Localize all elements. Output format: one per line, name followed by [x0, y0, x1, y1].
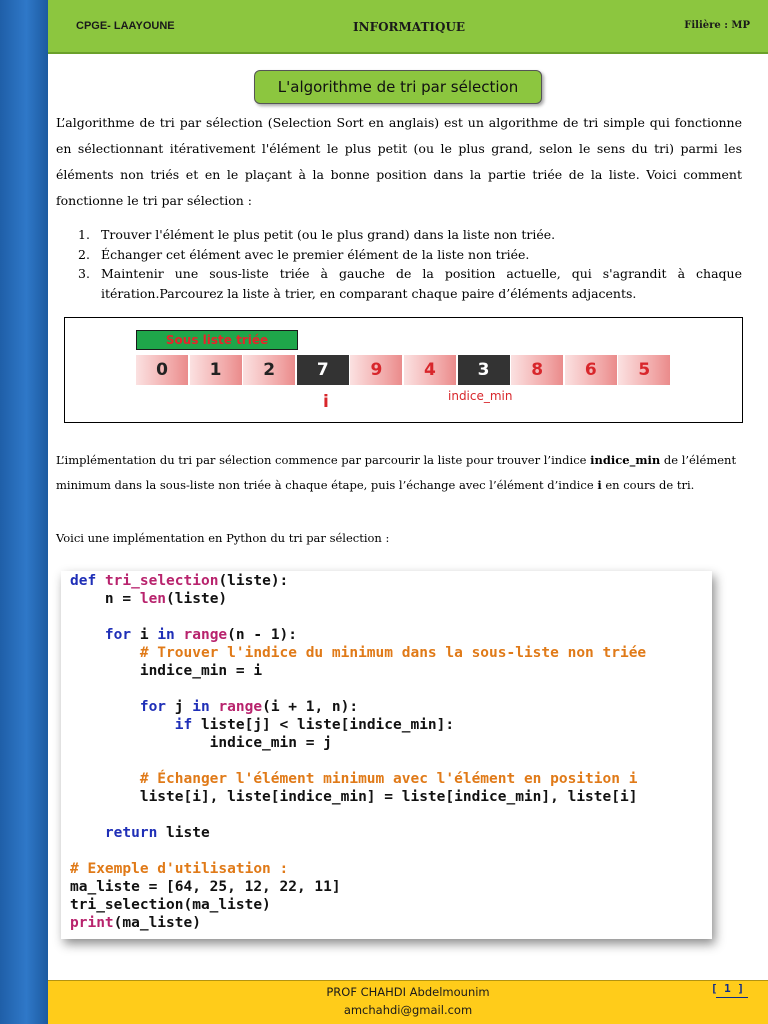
array-cell: 0: [136, 355, 188, 385]
code-keyword: in: [192, 699, 210, 715]
page-number: [ 1 ]: [710, 982, 744, 995]
code-text: (liste):: [218, 573, 289, 589]
code-text: liste: [157, 825, 210, 841]
code-function: print: [70, 915, 114, 931]
step-item: [78, 245, 742, 265]
code-text: (i + 1, n):: [262, 699, 359, 715]
code-line: liste[i], liste[indice_min] = liste[indice_min], liste[i]: [70, 789, 638, 805]
sorted-sublist-label: Sous liste triée: [136, 330, 298, 350]
page-footer: [48, 980, 768, 1024]
code-keyword: for: [70, 699, 167, 715]
code-function: len: [139, 591, 167, 607]
code-blank-line: [70, 680, 712, 698]
code-text: j: [166, 699, 193, 715]
code-function: range: [183, 627, 228, 643]
footer-author: PROF CHAHDI Abdelmounim: [326, 985, 490, 999]
code-keyword: if: [70, 717, 193, 733]
code-text: i: [131, 627, 158, 643]
code-line: [70, 572, 712, 590]
code-line: [70, 590, 712, 608]
array-cell: 8: [511, 355, 563, 385]
page-header: [48, 0, 768, 54]
code-function: tri_selection: [104, 573, 219, 589]
steps-list: [78, 225, 742, 303]
code-text: liste[j] < liste[indice_min]:: [192, 717, 455, 733]
impl-text: L’implémentation du tri par sélection commence par parcourir la liste pour trouver l’indice: [56, 453, 591, 467]
code-blank-line: [70, 608, 712, 626]
implementation-paragraph: [56, 448, 742, 498]
code-line: [70, 626, 712, 644]
array-cell-current-i: 7: [297, 355, 349, 385]
step-item: [78, 225, 742, 245]
code-blank-line: [70, 752, 712, 770]
code-blank-line: [70, 842, 712, 860]
intro-paragraph: L’algorithme de tri par sélection (Selection Sort en anglais) est un algorithme de tri simple qui fonctionne en sélectionnant itérativement l'élément le plus petit (ou le plus grand, selon le sens du tri) parmi les éléments non triés et en le plaçant à la bonne position dans la partie triée de la liste. Voici comment fonctionne le tri par sélection :: [56, 115, 742, 208]
code-keyword: for: [70, 627, 132, 643]
python-intro: Voici une implémentation en Python du tri par sélection :: [56, 531, 390, 545]
code-keyword: def: [70, 573, 97, 589]
code-text: (liste): [166, 591, 228, 607]
code-text: (ma_liste): [113, 915, 201, 931]
impl-text: de l’élément minimum dans la sous-liste non triée à chaque étape, puis l’échange avec l’élément d’indice: [56, 453, 737, 492]
code-comment: # Exemple d'utilisation :: [70, 861, 289, 877]
code-text: (n - 1):: [227, 627, 298, 643]
code-block: [61, 571, 712, 939]
selection-sort-diagram: [64, 317, 743, 423]
code-line: [70, 824, 712, 842]
code-line: indice_min = i: [70, 663, 263, 679]
code-line: ma_liste = [64, 25, 12, 22, 11]: [70, 879, 341, 895]
step-text: Maintenir une sous-liste triée à gauche de la position actuelle, qui s'agrandit à chaque itération.Parcourez la liste à trier, en comparant chaque paire d’éléments adjacents.: [101, 266, 742, 301]
page-title: L'algorithme de tri par sélection: [254, 70, 542, 104]
array-cell: 6: [565, 355, 617, 385]
step-item: [78, 264, 742, 303]
index-min-marker: indice_min: [448, 389, 513, 403]
header-filiere: Filière : MP: [684, 20, 750, 31]
code-keyword: return: [70, 825, 158, 841]
left-sidebar-band: [0, 0, 48, 1024]
step-number: 2.: [78, 246, 90, 262]
page-number-underline: [716, 997, 748, 998]
index-i-marker: i: [323, 392, 329, 412]
impl-text: en cours de tri.: [601, 478, 695, 492]
code-comment: # Échanger l'élément minimum avec l'élément en position i: [70, 771, 638, 787]
code-text: [175, 627, 184, 643]
array-cell: 2: [243, 355, 295, 385]
code-line: [70, 716, 712, 734]
header-subject: INFORMATIQUE: [353, 20, 466, 34]
array-cell: 9: [350, 355, 402, 385]
code-line: indice_min = j: [70, 735, 332, 751]
step-number: 1.: [78, 227, 90, 242]
code-line: [70, 698, 712, 716]
array-cell: 4: [404, 355, 456, 385]
code-line: tri_selection(ma_liste): [70, 897, 271, 913]
step-number: 3.: [78, 266, 90, 281]
step-text: Trouver l'élément le plus petit (ou le plus grand) dans la liste non triée.: [101, 227, 556, 242]
impl-bold-i: i: [597, 478, 602, 492]
code-function: range: [218, 699, 263, 715]
array-cells: [136, 355, 672, 385]
code-comment: # Trouver l'indice du minimum dans la sous-liste non triée: [70, 645, 647, 661]
code-blank-line: [70, 806, 712, 824]
array-cell: 5: [618, 355, 670, 385]
header-school: CPGE- LAAYOUNE: [76, 20, 175, 32]
impl-bold-indice-min: indice_min: [590, 453, 661, 467]
code-line: [70, 914, 712, 932]
step-text: Échanger cet élément avec le premier élément de la liste non triée.: [101, 246, 530, 262]
code-text: n =: [70, 591, 140, 607]
array-cell-min: 3: [458, 355, 510, 385]
footer-email: amchahdi@gmail.com: [343, 1003, 473, 1017]
code-keyword: in: [157, 627, 175, 643]
array-cell: 1: [190, 355, 242, 385]
